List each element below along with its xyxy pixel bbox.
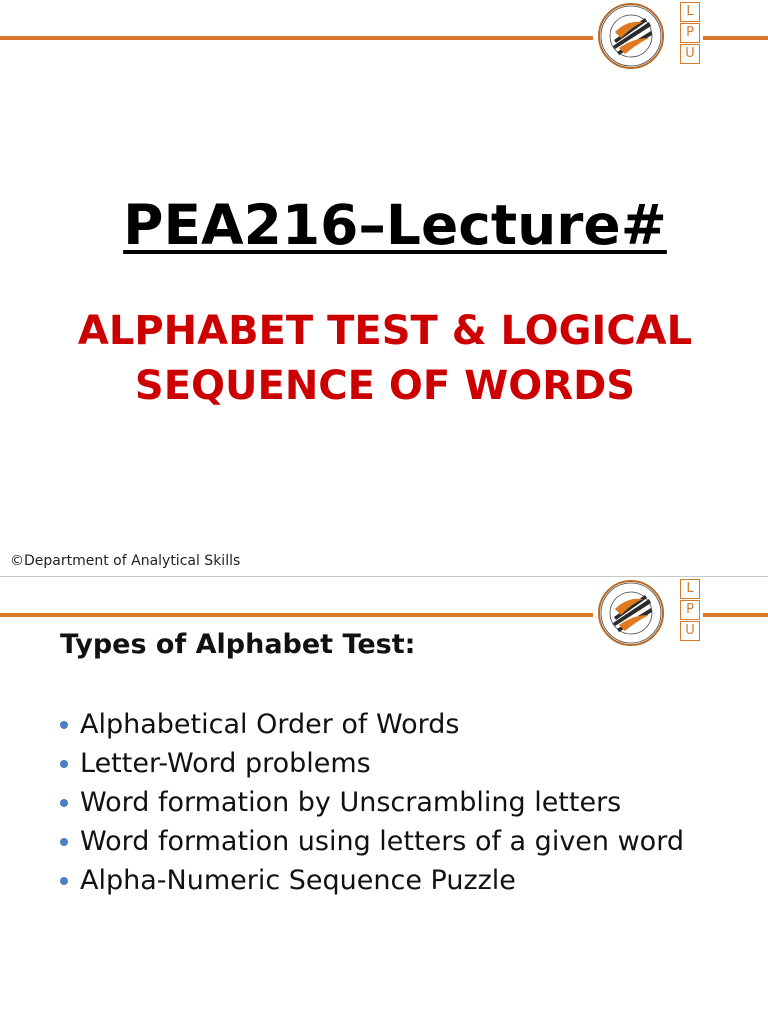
bullet-dot-icon xyxy=(60,721,68,729)
lecture-subtitle: ALPHABET TEST & LOGICAL SEQUENCE OF WORDS xyxy=(77,308,693,409)
logo-letter: P xyxy=(680,23,700,43)
list-item-text: Word formation using letters of a given word xyxy=(80,826,684,857)
list-item xyxy=(58,707,708,742)
header-rule-left xyxy=(0,36,593,40)
bullet-dot-icon xyxy=(60,838,68,846)
bullet-dot-icon xyxy=(60,877,68,885)
slide-2 xyxy=(0,577,768,1024)
logo-letter: P xyxy=(680,600,700,620)
bullet-list xyxy=(58,707,708,902)
bullet-dot-icon xyxy=(60,760,68,768)
header-rule-left xyxy=(0,613,593,617)
logo-letter: L xyxy=(680,2,700,22)
university-seal-logo xyxy=(597,2,665,70)
university-seal-logo xyxy=(597,579,665,647)
list-item-text: Word formation by Unscrambling letters xyxy=(80,787,622,818)
list-item-text: Letter-Word problems xyxy=(80,748,371,779)
department-footer: ©Department of Analytical Skills xyxy=(10,553,241,569)
list-item-text: Alphabetical Order of Words xyxy=(80,709,460,740)
list-item xyxy=(58,863,708,898)
slide-heading: Types of Alphabet Test: xyxy=(60,629,416,660)
list-item xyxy=(58,824,708,859)
list-item-text: Alpha-Numeric Sequence Puzzle xyxy=(80,865,516,896)
lecture-title: PEA216–Lecture# xyxy=(123,193,667,257)
lpu-letters-logo xyxy=(680,2,700,65)
list-item xyxy=(58,746,708,781)
logo-letter: U xyxy=(680,621,700,641)
header-rule-right xyxy=(703,613,768,617)
list-item xyxy=(58,785,708,820)
header-rule-right xyxy=(703,36,768,40)
bullet-dot-icon xyxy=(60,799,68,807)
logo-letter: U xyxy=(680,44,700,64)
lpu-letters-logo xyxy=(680,579,700,642)
logo-letter: L xyxy=(680,579,700,599)
